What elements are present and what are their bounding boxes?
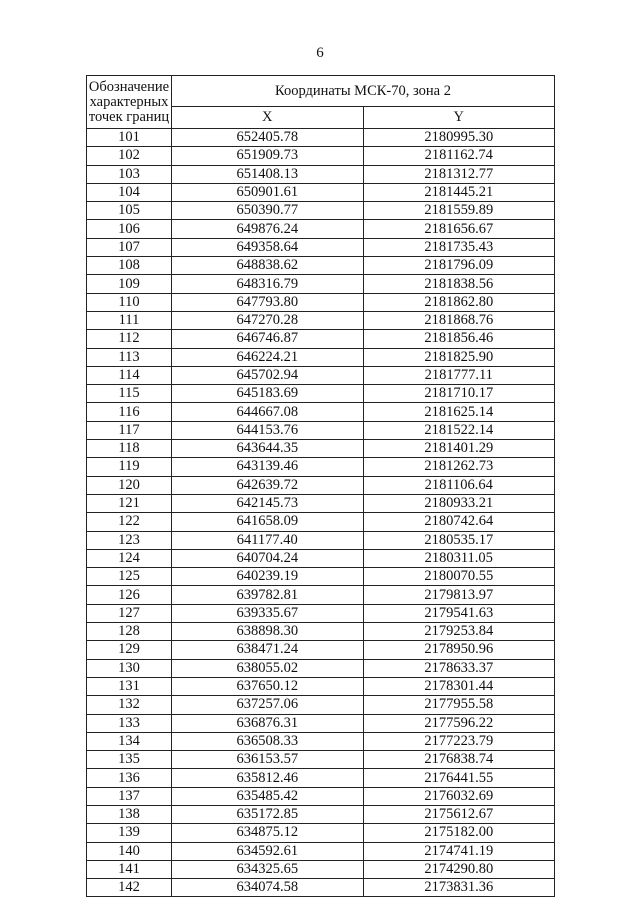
y-coordinate-cell: 2180535.17 xyxy=(363,531,555,549)
point-id-cell: 125 xyxy=(87,568,172,586)
point-id-cell: 120 xyxy=(87,476,172,494)
x-coordinate-cell: 635172.85 xyxy=(172,805,364,823)
y-coordinate-cell: 2178950.96 xyxy=(363,641,555,659)
table-row xyxy=(87,714,555,732)
point-id-cell: 118 xyxy=(87,440,172,458)
point-id-cell: 129 xyxy=(87,641,172,659)
y-coordinate-cell: 2179813.97 xyxy=(363,586,555,604)
table-row xyxy=(87,330,555,348)
y-coordinate-cell: 2177223.79 xyxy=(363,732,555,750)
table-row xyxy=(87,385,555,403)
table-row xyxy=(87,275,555,293)
x-coordinate-cell: 643644.35 xyxy=(172,440,364,458)
y-coordinate-cell: 2181710.17 xyxy=(363,385,555,403)
y-coordinate-cell: 2181401.29 xyxy=(363,440,555,458)
y-coordinate-cell: 2180070.55 xyxy=(363,568,555,586)
coordinates-group-header: Координаты МСК-70, зона 2 xyxy=(172,76,555,107)
table-row xyxy=(87,549,555,567)
x-coordinate-cell: 647793.80 xyxy=(172,293,364,311)
x-coordinate-cell: 634592.61 xyxy=(172,842,364,860)
table-row xyxy=(87,147,555,165)
x-coordinate-cell: 635485.42 xyxy=(172,787,364,805)
point-id-cell: 105 xyxy=(87,202,172,220)
x-coordinate-cell: 640239.19 xyxy=(172,568,364,586)
point-id-cell: 136 xyxy=(87,769,172,787)
table-body xyxy=(87,129,555,897)
table-row xyxy=(87,787,555,805)
table-row xyxy=(87,183,555,201)
point-id-cell: 111 xyxy=(87,311,172,329)
point-id-cell: 130 xyxy=(87,659,172,677)
y-coordinate-cell: 2181559.89 xyxy=(363,202,555,220)
x-coordinate-cell: 636153.57 xyxy=(172,751,364,769)
point-id-cell: 128 xyxy=(87,623,172,641)
x-coordinate-cell: 639782.81 xyxy=(172,586,364,604)
table-row xyxy=(87,348,555,366)
y-coordinate-cell: 2181656.67 xyxy=(363,220,555,238)
point-id-cell: 134 xyxy=(87,732,172,750)
x-coordinate-cell: 639335.67 xyxy=(172,604,364,622)
table-row xyxy=(87,476,555,494)
point-id-cell: 110 xyxy=(87,293,172,311)
y-coordinate-cell: 2176032.69 xyxy=(363,787,555,805)
y-coordinate-cell: 2180995.30 xyxy=(363,129,555,147)
x-coordinate-cell: 642145.73 xyxy=(172,494,364,512)
point-id-cell: 113 xyxy=(87,348,172,366)
table-row xyxy=(87,732,555,750)
x-coordinate-cell: 634074.58 xyxy=(172,879,364,897)
table-row xyxy=(87,568,555,586)
table-row xyxy=(87,129,555,147)
y-coordinate-cell: 2181262.73 xyxy=(363,458,555,476)
y-coordinate-cell: 2179253.84 xyxy=(363,623,555,641)
x-coordinate-cell: 648838.62 xyxy=(172,257,364,275)
x-coordinate-cell: 644153.76 xyxy=(172,421,364,439)
point-id-cell: 142 xyxy=(87,879,172,897)
x-coordinate-cell: 652405.78 xyxy=(172,129,364,147)
y-coordinate-cell: 2178301.44 xyxy=(363,677,555,695)
point-id-cell: 108 xyxy=(87,257,172,275)
y-coordinate-cell: 2174741.19 xyxy=(363,842,555,860)
x-coordinate-cell: 637257.06 xyxy=(172,696,364,714)
table-row xyxy=(87,623,555,641)
table-row xyxy=(87,293,555,311)
point-id-cell: 127 xyxy=(87,604,172,622)
x-coordinate-cell: 642639.72 xyxy=(172,476,364,494)
coordinates-table xyxy=(86,75,555,897)
point-id-cell: 112 xyxy=(87,330,172,348)
x-coordinate-cell: 647270.28 xyxy=(172,311,364,329)
x-coordinate-cell: 649876.24 xyxy=(172,220,364,238)
point-id-cell: 131 xyxy=(87,677,172,695)
y-coordinate-cell: 2181868.76 xyxy=(363,311,555,329)
y-coordinate-cell: 2178633.37 xyxy=(363,659,555,677)
y-coordinate-cell: 2180311.05 xyxy=(363,549,555,567)
y-coordinate-cell: 2181862.80 xyxy=(363,293,555,311)
point-id-cell: 104 xyxy=(87,183,172,201)
x-coordinate-cell: 638898.30 xyxy=(172,623,364,641)
x-column-header: X xyxy=(172,107,364,129)
x-coordinate-cell: 641177.40 xyxy=(172,531,364,549)
point-id-cell: 140 xyxy=(87,842,172,860)
table-row xyxy=(87,311,555,329)
x-coordinate-cell: 645702.94 xyxy=(172,366,364,384)
x-coordinate-cell: 650390.77 xyxy=(172,202,364,220)
x-coordinate-cell: 644667.08 xyxy=(172,403,364,421)
table-row xyxy=(87,403,555,421)
point-id-cell: 141 xyxy=(87,860,172,878)
table-row xyxy=(87,366,555,384)
point-id-cell: 107 xyxy=(87,238,172,256)
y-coordinate-cell: 2174290.80 xyxy=(363,860,555,878)
x-coordinate-cell: 651408.13 xyxy=(172,165,364,183)
x-coordinate-cell: 646224.21 xyxy=(172,348,364,366)
point-id-cell: 103 xyxy=(87,165,172,183)
point-id-cell: 122 xyxy=(87,513,172,531)
y-coordinate-cell: 2181445.21 xyxy=(363,183,555,201)
y-coordinate-cell: 2181106.64 xyxy=(363,476,555,494)
x-coordinate-cell: 634875.12 xyxy=(172,824,364,842)
y-coordinate-cell: 2176441.55 xyxy=(363,769,555,787)
x-coordinate-cell: 637650.12 xyxy=(172,677,364,695)
point-id-cell: 126 xyxy=(87,586,172,604)
y-coordinate-cell: 2181825.90 xyxy=(363,348,555,366)
table-row xyxy=(87,879,555,897)
table-row xyxy=(87,842,555,860)
y-coordinate-cell: 2181796.09 xyxy=(363,257,555,275)
y-column-header: Y xyxy=(363,107,555,129)
table-row xyxy=(87,202,555,220)
point-id-cell: 123 xyxy=(87,531,172,549)
table-row xyxy=(87,257,555,275)
x-coordinate-cell: 646746.87 xyxy=(172,330,364,348)
y-coordinate-cell: 2181162.74 xyxy=(363,147,555,165)
table-row xyxy=(87,659,555,677)
table-row xyxy=(87,805,555,823)
table-row xyxy=(87,696,555,714)
table-row xyxy=(87,860,555,878)
y-coordinate-cell: 2180933.21 xyxy=(363,494,555,512)
x-coordinate-cell: 643139.46 xyxy=(172,458,364,476)
y-coordinate-cell: 2177955.58 xyxy=(363,696,555,714)
table-row xyxy=(87,440,555,458)
point-id-cell: 102 xyxy=(87,147,172,165)
point-id-cell: 133 xyxy=(87,714,172,732)
point-id-cell: 119 xyxy=(87,458,172,476)
x-coordinate-cell: 648316.79 xyxy=(172,275,364,293)
y-coordinate-cell: 2181625.14 xyxy=(363,403,555,421)
x-coordinate-cell: 638055.02 xyxy=(172,659,364,677)
x-coordinate-cell: 649358.64 xyxy=(172,238,364,256)
x-coordinate-cell: 636876.31 xyxy=(172,714,364,732)
table-header xyxy=(87,76,555,129)
x-coordinate-cell: 645183.69 xyxy=(172,385,364,403)
y-coordinate-cell: 2181856.46 xyxy=(363,330,555,348)
header-row xyxy=(87,76,555,107)
x-coordinate-cell: 638471.24 xyxy=(172,641,364,659)
y-coordinate-cell: 2181735.43 xyxy=(363,238,555,256)
table-row xyxy=(87,531,555,549)
point-id-cell: 138 xyxy=(87,805,172,823)
table-row xyxy=(87,513,555,531)
point-id-cell: 121 xyxy=(87,494,172,512)
point-id-cell: 139 xyxy=(87,824,172,842)
table-row xyxy=(87,165,555,183)
point-id-cell: 114 xyxy=(87,366,172,384)
point-id-cell: 135 xyxy=(87,751,172,769)
y-coordinate-cell: 2181777.11 xyxy=(363,366,555,384)
x-coordinate-cell: 650901.61 xyxy=(172,183,364,201)
x-coordinate-cell: 635812.46 xyxy=(172,769,364,787)
point-id-cell: 116 xyxy=(87,403,172,421)
point-id-cell: 109 xyxy=(87,275,172,293)
x-coordinate-cell: 640704.24 xyxy=(172,549,364,567)
x-coordinate-cell: 634325.65 xyxy=(172,860,364,878)
table-row xyxy=(87,677,555,695)
point-column-header: Обозначение характерных точек границ xyxy=(87,76,172,129)
x-coordinate-cell: 641658.09 xyxy=(172,513,364,531)
point-id-cell: 106 xyxy=(87,220,172,238)
table-row xyxy=(87,769,555,787)
x-coordinate-cell: 651909.73 xyxy=(172,147,364,165)
point-id-cell: 124 xyxy=(87,549,172,567)
y-coordinate-cell: 2175612.67 xyxy=(363,805,555,823)
y-coordinate-cell: 2176838.74 xyxy=(363,751,555,769)
page-number: 6 xyxy=(316,45,324,61)
table-row xyxy=(87,421,555,439)
table-row xyxy=(87,458,555,476)
point-id-cell: 115 xyxy=(87,385,172,403)
table-row xyxy=(87,641,555,659)
table-row xyxy=(87,586,555,604)
table-row xyxy=(87,824,555,842)
y-coordinate-cell: 2181312.77 xyxy=(363,165,555,183)
y-coordinate-cell: 2177596.22 xyxy=(363,714,555,732)
y-coordinate-cell: 2181522.14 xyxy=(363,421,555,439)
table-row xyxy=(87,494,555,512)
table-row xyxy=(87,751,555,769)
y-coordinate-cell: 2180742.64 xyxy=(363,513,555,531)
table-row xyxy=(87,238,555,256)
x-coordinate-cell: 636508.33 xyxy=(172,732,364,750)
point-id-cell: 117 xyxy=(87,421,172,439)
y-coordinate-cell: 2175182.00 xyxy=(363,824,555,842)
table-row xyxy=(87,604,555,622)
point-id-cell: 101 xyxy=(87,129,172,147)
point-id-cell: 132 xyxy=(87,696,172,714)
y-coordinate-cell: 2179541.63 xyxy=(363,604,555,622)
point-id-cell: 137 xyxy=(87,787,172,805)
y-coordinate-cell: 2181838.56 xyxy=(363,275,555,293)
y-coordinate-cell: 2173831.36 xyxy=(363,879,555,897)
table-row xyxy=(87,220,555,238)
